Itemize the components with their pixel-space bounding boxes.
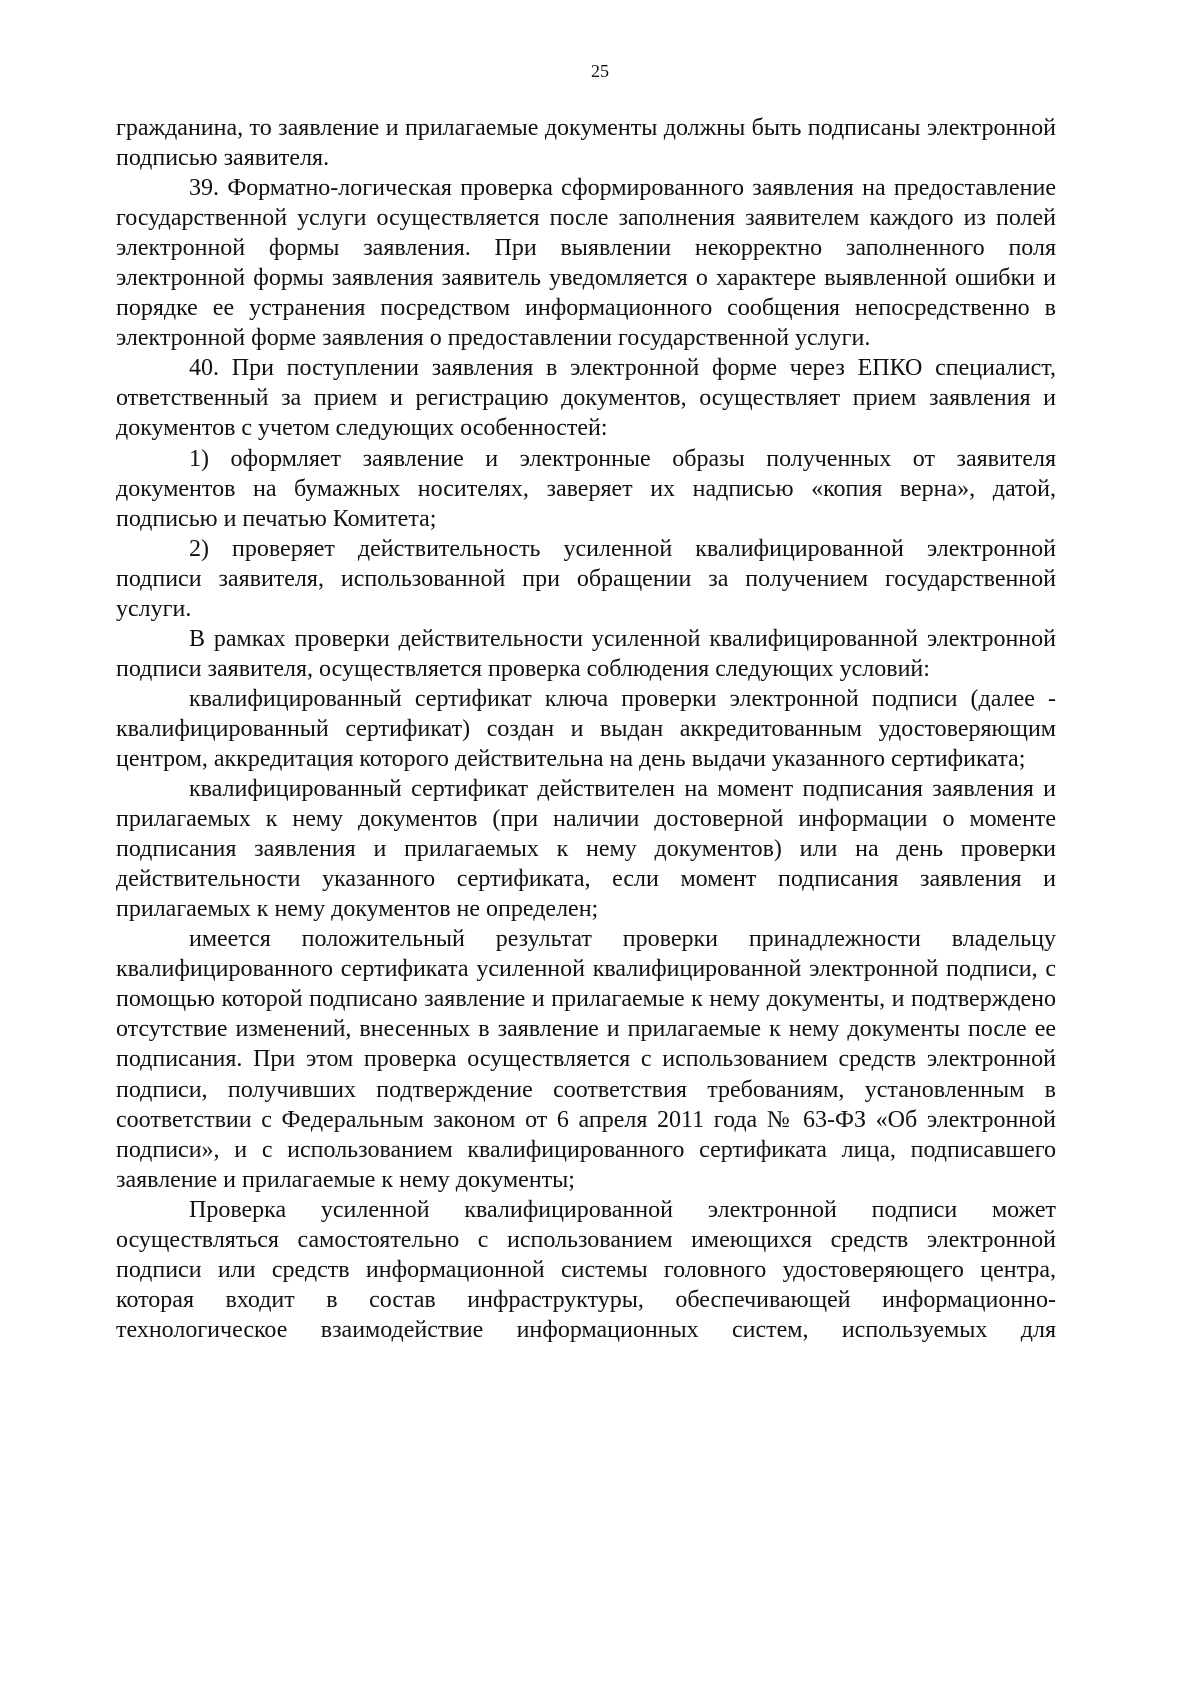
- paragraph-verification-conditions: В рамках проверки действительности усиленной квалифицированной электронной подписи заявителя, осуществляется проверка соблюдения следующих условий:: [116, 625, 1056, 682]
- list-item-2: 2) проверяет действительность усиленной квалифицированной электронной подписи заявителя, использованной при обращении за получением государственной услуги.: [116, 535, 1056, 622]
- paragraph-40: 40. При поступлении заявления в электронной форме через ЕПКО специалист, ответственный за прием и регистрацию документов, осуществляет прием заявления и документов с учетом следующих особенностей:: [116, 355, 1056, 442]
- paragraph-continuation: гражданина, то заявление и прилагаемые документы должны быть подписаны электронной подписью заявителя.: [116, 115, 1056, 172]
- paragraph-39: 39. Форматно-логическая проверка сформированного заявления на предоставление государственной услуги осуществляется после заполнения заявителем каждого из полей электронной формы заявления. При выявлении некорректно заполненного поля электронной формы заявления заявитель уведомляется о характере выявленной ошибки и порядке ее устранения посредством информационного сообщения непосредственно в электронной форме заявления о предоставлении государственной услуги.: [116, 175, 1056, 352]
- list-item-1: 1) оформляет заявление и электронные образы полученных от заявителя документов на бумажных носителях, заверяет их надписью «копия верна», датой, подписью и печатью Комитета;: [116, 445, 1056, 532]
- page-number: 25: [591, 61, 609, 81]
- condition-certificate-valid: квалифицированный сертификат действителен на момент подписания заявления и прилагаемых к нему документов (при наличии достоверной информации о моменте подписания заявления и прилагаемых к нему документов) или на день проверки действительности указанного сертификата, если момент подписания заявления и прилагаемых к нему документов не определен;: [116, 776, 1056, 923]
- paragraph-verification-method: Проверка усиленной квалифицированной электронной подписи может осуществляться самостоятельно с использованием имеющихся средств электронной подписи или средств информационной системы головного удостоверяющего центра, которая входит в состав инфраструктуры, обеспечивающей информационно-технологическое взаимодействие информационных систем, используемых для: [116, 1196, 1056, 1343]
- document-body: [116, 113, 1056, 1345]
- condition-ownership-verified: имеется положительный результат проверки принадлежности владельцу квалифицированного сертификата усиленной квалифицированной электронной подписи, с помощью которой подписано заявление и прилагаемые к нему документы, и подтверждено отсутствие изменений, внесенных в заявление и прилагаемые к нему документы после ее подписания. При этом проверка осуществляется с использованием средств электронной подписи, получивших подтверждение соответствия требованиям, установленным в соответствии с Федеральным законом от 6 апреля 2011 года № 63-ФЗ «Об электронной подписи», и с использованием квалифицированного сертификата лица, подписавшего заявление и прилагаемые к нему документы;: [116, 926, 1056, 1193]
- condition-certificate-issued: квалифицированный сертификат ключа проверки электронной подписи (далее - квалифицированный сертификат) создан и выдан аккредитованным удостоверяющим центром, аккредитация которого действительна на день выдачи указанного сертификата;: [116, 685, 1056, 772]
